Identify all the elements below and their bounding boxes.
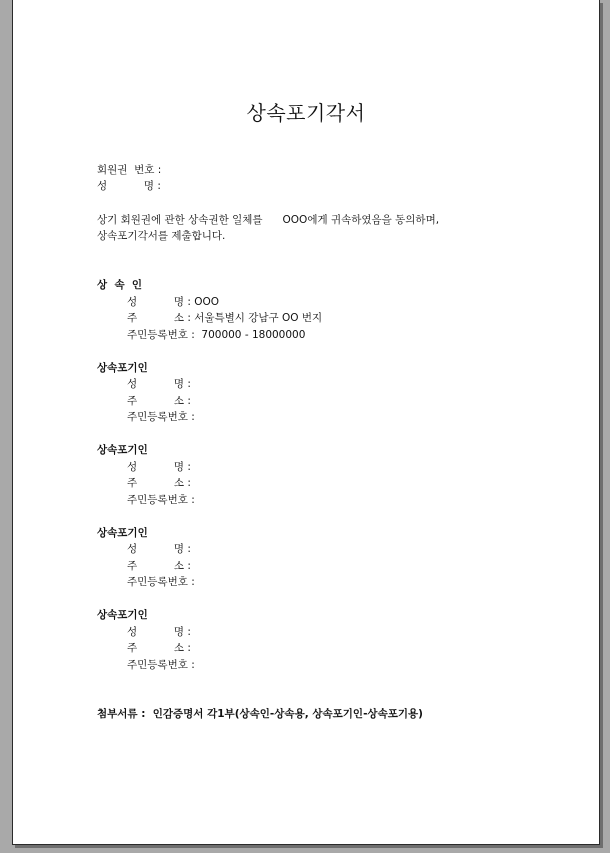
renouncer-id-line: 주민등록번호 : <box>127 411 195 423</box>
statement-line-2: 상속포기각서를 제출합니다. <box>97 230 226 242</box>
heir-heading: 상 속 인 <box>97 279 143 291</box>
heir-address-line: 주 소 : 서울특별시 강남구 OO 번지 <box>127 312 323 324</box>
heir-name-line: 성 명 : OOO <box>127 296 220 308</box>
document-title: 상속포기각서 <box>246 101 366 125</box>
renouncer-address-line: 주 소 : <box>127 477 191 489</box>
renouncer-name-line: 성 명 : <box>127 378 191 390</box>
renouncer-id-line: 주민등록번호 : <box>127 576 195 588</box>
document-page <box>12 0 600 845</box>
renouncer-id-line: 주민등록번호 : <box>127 494 195 506</box>
renouncer-heading: 상속포기인 <box>97 362 148 374</box>
renouncer-heading: 상속포기인 <box>97 444 148 456</box>
renouncer-heading: 상속포기인 <box>97 527 148 539</box>
membership-name-label: 성 명 : <box>97 180 161 192</box>
renouncer-name-line: 성 명 : <box>127 461 191 473</box>
statement-line-1: 상기 회원권에 관한 상속권한 일체를 OOO에게 귀속하였음을 동의하며, <box>97 214 440 226</box>
renouncer-name-line: 성 명 : <box>127 543 191 555</box>
heir-id-line: 주민등록번호 : 700000 - 18000000 <box>127 329 306 341</box>
renouncer-id-line: 주민등록번호 : <box>127 659 195 671</box>
renouncer-address-line: 주 소 : <box>127 395 191 407</box>
renouncer-address-line: 주 소 : <box>127 560 191 572</box>
renouncer-address-line: 주 소 : <box>127 642 191 654</box>
renouncer-name-line: 성 명 : <box>127 626 191 638</box>
attachments-note: 첨부서류 : 인감증명서 각1부(상속인-상속용, 상속포기인-상속포기용) <box>97 708 423 720</box>
renouncer-heading: 상속포기인 <box>97 609 148 621</box>
membership-number-label: 회원권 번호 : <box>97 164 162 176</box>
